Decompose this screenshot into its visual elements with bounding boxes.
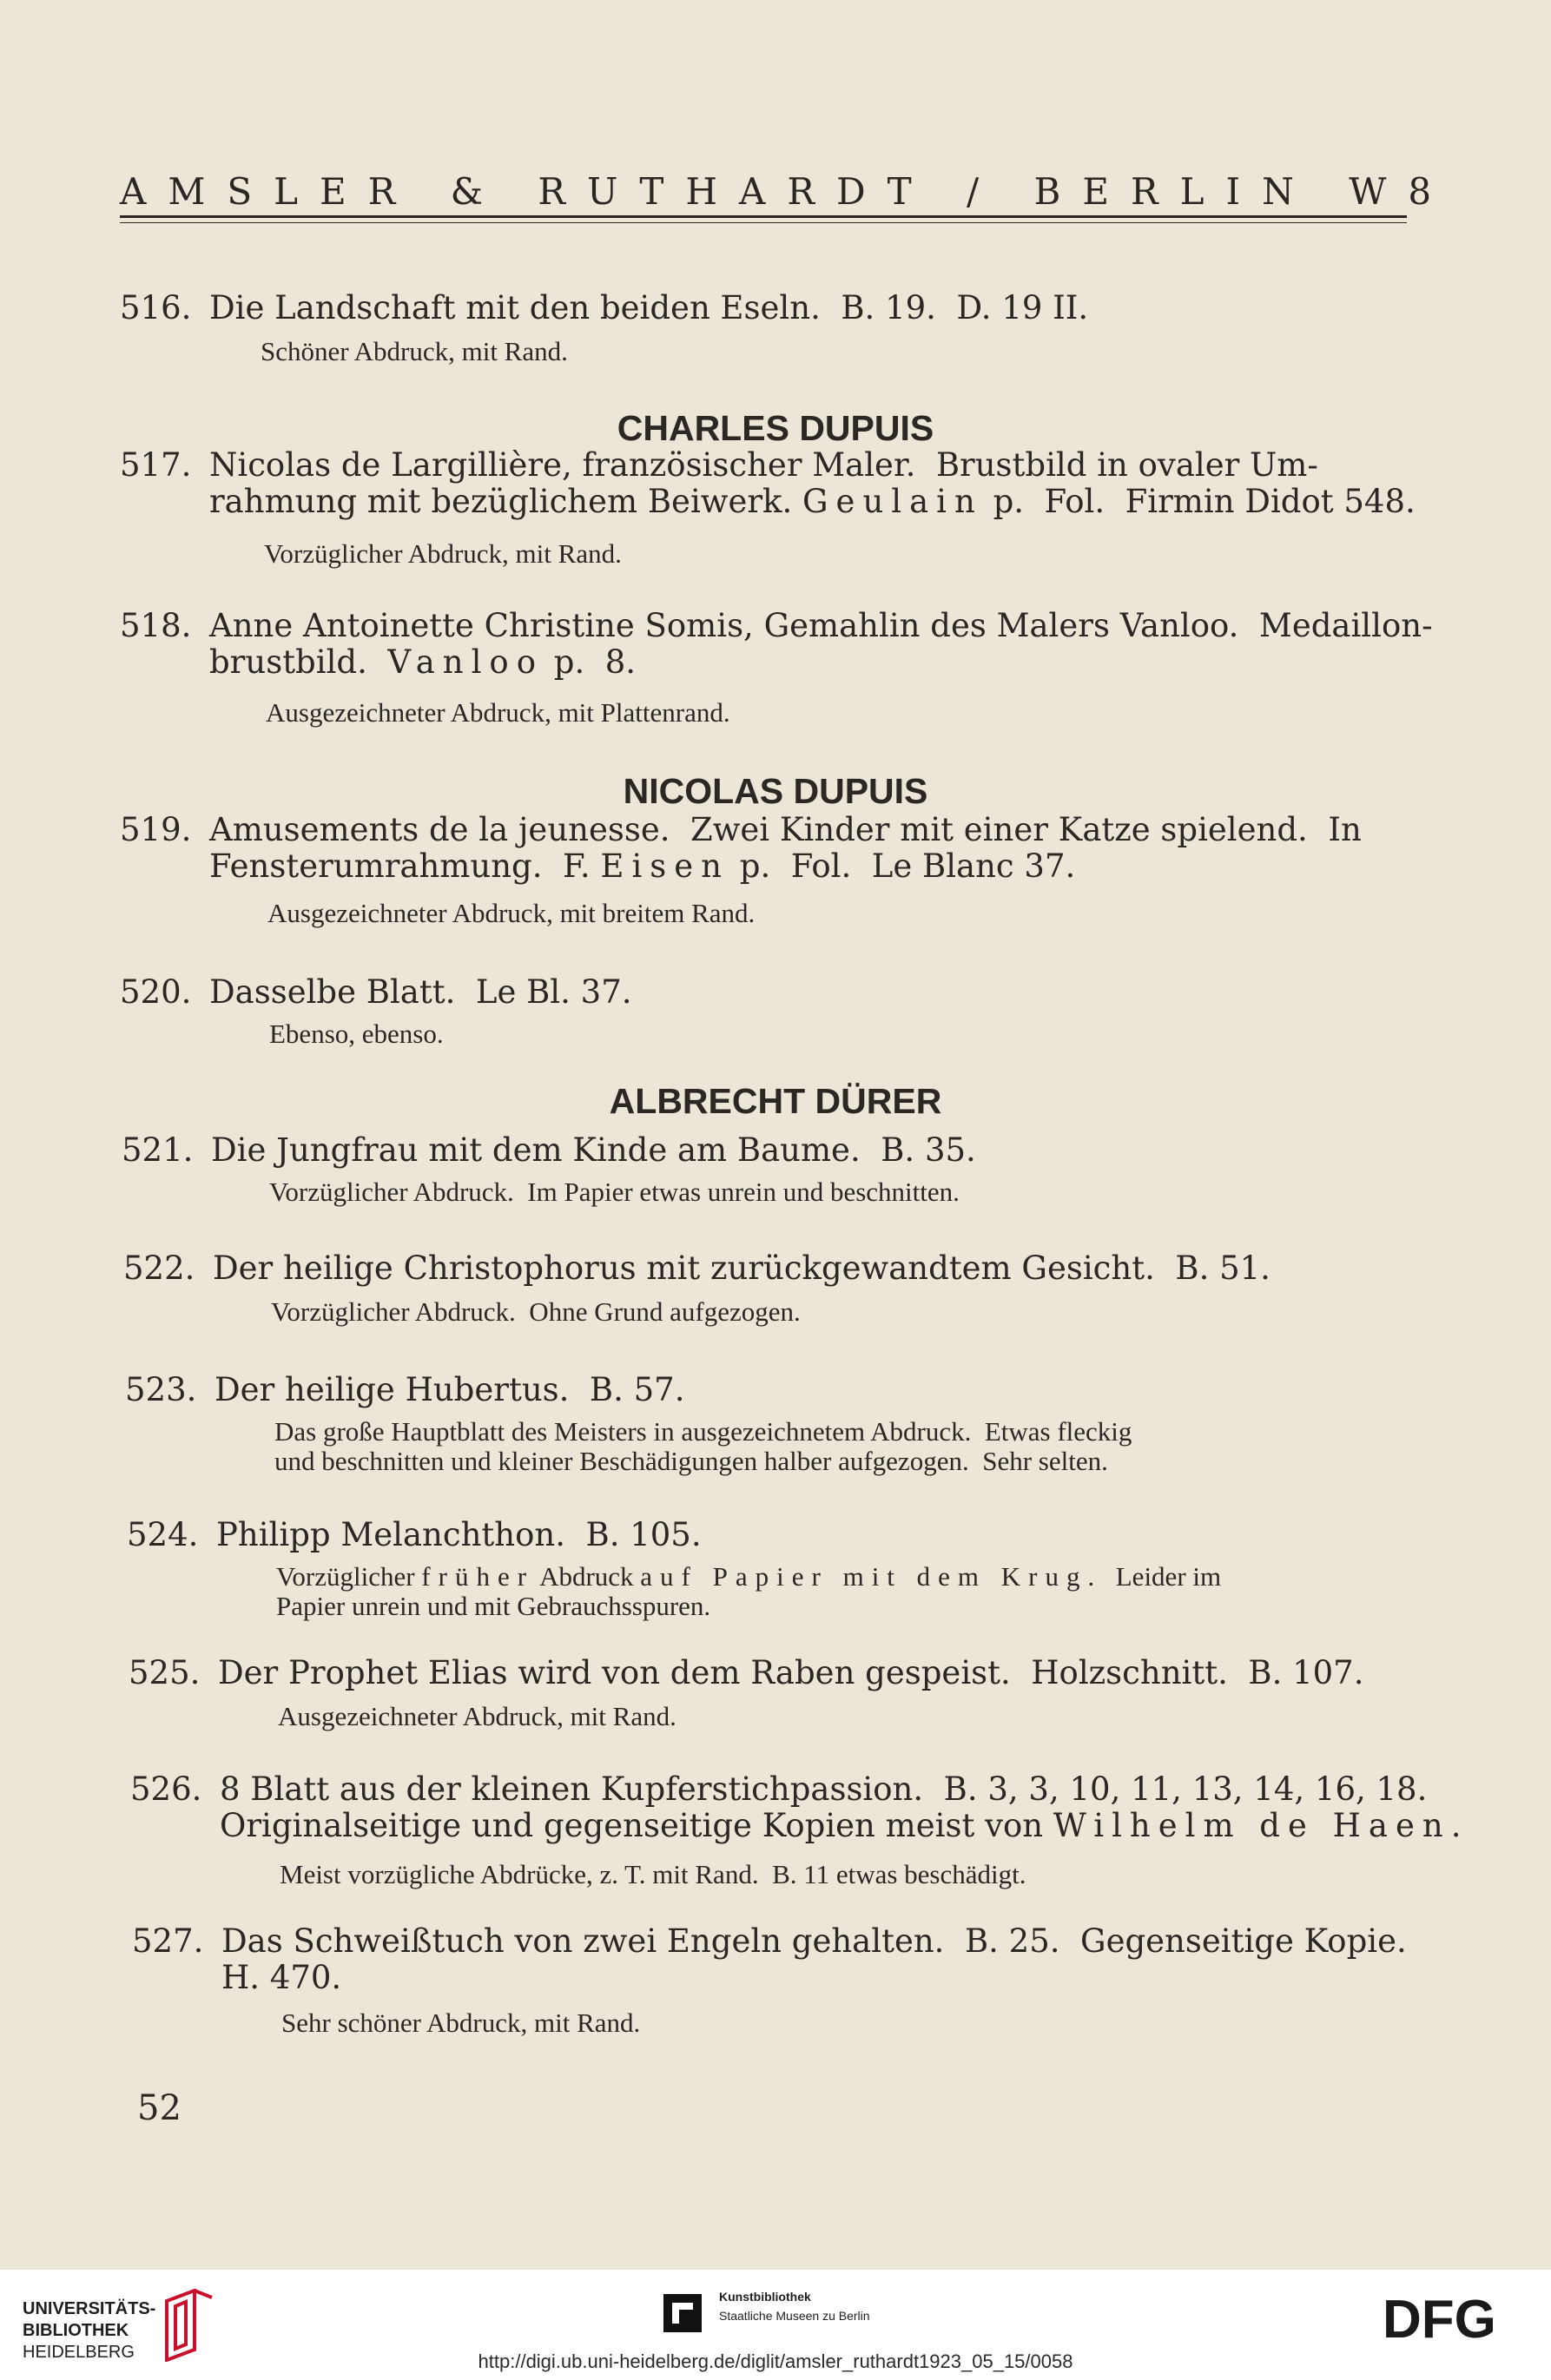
kb-line1: Kunstbibliothek <box>719 2290 811 2304</box>
entry-number: 522. <box>123 1249 195 1287</box>
entry-title: Der heilige Hubertus. B. 57. <box>214 1371 685 1408</box>
dfg-logo-icon[interactable] <box>1383 2294 1532 2343</box>
entry-title: Der heilige Christophorus mit zurückgewandtem Gesicht. B. 51. <box>213 1249 1270 1287</box>
entry-note: Meist vorzügliche Abdrücke, z. T. mit Rand. B. 11 etwas beschädigt. <box>280 1859 1026 1889</box>
entry-title: Dasselbe Blatt. Le Bl. 37. <box>209 973 632 1011</box>
entry-note: Schöner Abdruck, mit Rand. <box>261 336 568 366</box>
artist-heading-charles-dupuis: CHARLES DUPUIS <box>617 408 934 448</box>
entry-note: Vorzüglicher Abdruck, mit Rand. <box>264 538 622 569</box>
kb-line2: Staatliche Museen zu Berlin <box>719 2309 870 2323</box>
entry-note-text: Leider im <box>1102 1561 1222 1592</box>
entry-title-line1: Anne Antoinette Christine Somis, Gemahlin des Malers Vanloo. Medaillon- <box>209 607 1433 644</box>
entry-title: Die Jungfrau mit dem Kinde am Baume. B. 35. <box>211 1131 976 1169</box>
emphasis-text: früher <box>421 1561 535 1592</box>
ub-line2: BIBLIOTHEK <box>23 2321 129 2340</box>
entry-title-line1: Nicolas de Largillière, französischer Maler. Brustbild in ovaler Um- <box>209 446 1318 484</box>
entry-note-text: Abdruck <box>534 1561 641 1592</box>
entry-number: 525. <box>129 1654 201 1691</box>
entry-number: 527. <box>132 1922 204 1960</box>
entry-title-line1: Das Schweißtuch von zwei Engeln gehalten. B. 25. Gegenseitige Kopie. <box>221 1922 1407 1960</box>
entry-title-line2 <box>220 1808 1468 1844</box>
entry-number: 520. <box>120 973 192 1011</box>
artist-heading-nicolas-dupuis: NICOLAS DUPUIS <box>623 771 928 811</box>
entry-title-line2 <box>209 848 1075 885</box>
entry-number: 517. <box>120 446 192 484</box>
entry-number: 519. <box>120 811 192 848</box>
running-head: AMSLER & RUTHARDT / BERLIN W8 <box>120 170 1454 213</box>
entry-note: Ebenso, ebenso. <box>269 1019 444 1049</box>
entry-note: Ausgezeichneter Abdruck, mit Plattenrand. <box>266 697 730 728</box>
entry-number: 524. <box>127 1516 199 1553</box>
entry-number: 521. <box>122 1131 194 1169</box>
emphasis-text: auf Papier mit dem Krug. <box>640 1561 1103 1592</box>
entry-title-text: p. Fol. Le Blanc 37. <box>729 847 1076 885</box>
kunstbibliothek-wordmark[interactable] <box>719 2287 870 2325</box>
entry-note-text: Vorzüglicher <box>276 1561 422 1592</box>
entry-note: Ausgezeichneter Abdruck, mit breitem Rand. <box>267 898 756 928</box>
ub-line3: HEIDELBERG <box>23 2343 135 2362</box>
entry-note-line2: Papier unrein und mit Gebrauchsspuren. <box>276 1591 711 1621</box>
permalink-url[interactable]: http://digi.ub.uni-heidelberg.de/diglit/amsler_ruthardt1923_05_15/0058 <box>478 2350 1073 2372</box>
entry-number: 526. <box>130 1770 202 1808</box>
engraver-name: Wilhelm de Haen. <box>1053 1807 1469 1844</box>
entry-title: Die Landschaft mit den beiden Eseln. B. 19. D. 19 II. <box>209 289 1089 326</box>
entry-note: Vorzüglicher Abdruck. Im Papier etwas unrein und beschnitten. <box>269 1177 960 1207</box>
ub-line1: UNIVERSITÄTS- <box>23 2299 156 2318</box>
entry-note: Sehr schöner Abdruck, mit Rand. <box>281 2008 641 2038</box>
entry-note-line2: und beschnitten und kleiner Beschädigungen halber aufgezogen. Sehr selten. <box>274 1446 1108 1476</box>
entry-title-line2: H. 470. <box>221 1959 342 1996</box>
entry-title-line2 <box>209 484 1416 520</box>
header-rule-thick <box>120 215 1407 218</box>
engraver-name: Eisen <box>600 847 730 885</box>
engraver-name: Vanloo <box>387 643 544 681</box>
entry-title-text: brustbild. <box>209 643 388 681</box>
entry-title-text: p. 8. <box>544 643 637 681</box>
dfg-logo-text: DFG <box>1383 2294 1496 2343</box>
entry-title-line1: Amusements de la jeunesse. Zwei Kinder mit einer Katze spielend. In <box>209 811 1362 848</box>
engraver-name: Geulain <box>802 483 983 520</box>
entry-number: 518. <box>120 607 192 644</box>
header-rule-thin <box>120 222 1407 223</box>
entry-note: Vorzüglicher Abdruck. Ohne Grund aufgezogen. <box>271 1296 801 1327</box>
entry-number: 523. <box>125 1371 197 1408</box>
page-number: 52 <box>137 2088 182 2128</box>
entry-title: Der Prophet Elias wird von dem Raben gespeist. Holzschnitt. B. 107. <box>218 1654 1364 1691</box>
entry-title-text: Originalseitige und gegenseitige Kopien meist von <box>220 1807 1053 1844</box>
entry-number: 516. <box>120 289 192 326</box>
digitization-footer <box>0 2270 1551 2380</box>
artist-heading-albrecht-durer: ALBRECHT DÜRER <box>609 1081 942 1121</box>
entry-title-text: p. Fol. Firmin Didot 548. <box>982 483 1416 520</box>
entry-title-text: Fensterumrahmung. F. <box>209 847 601 885</box>
entry-title: Philipp Melanchthon. B. 105. <box>216 1516 702 1553</box>
entry-note-line1: Das große Hauptblatt des Meisters in ausgezeichnetem Abdruck. Etwas fleckig <box>274 1416 1132 1447</box>
entry-note-line1 <box>276 1560 1221 1592</box>
entry-title-text: rahmung mit bezüglichem Beiwerk. <box>209 483 802 520</box>
entry-title-line2 <box>209 644 636 681</box>
entry-title-line1: 8 Blatt aus der kleinen Kupferstichpassion. B. 3, 3, 10, 11, 13, 14, 16, 18. <box>220 1770 1428 1808</box>
entry-note: Ausgezeichneter Abdruck, mit Rand. <box>278 1701 676 1731</box>
kunstbibliothek-logo-icon <box>660 2291 705 2336</box>
